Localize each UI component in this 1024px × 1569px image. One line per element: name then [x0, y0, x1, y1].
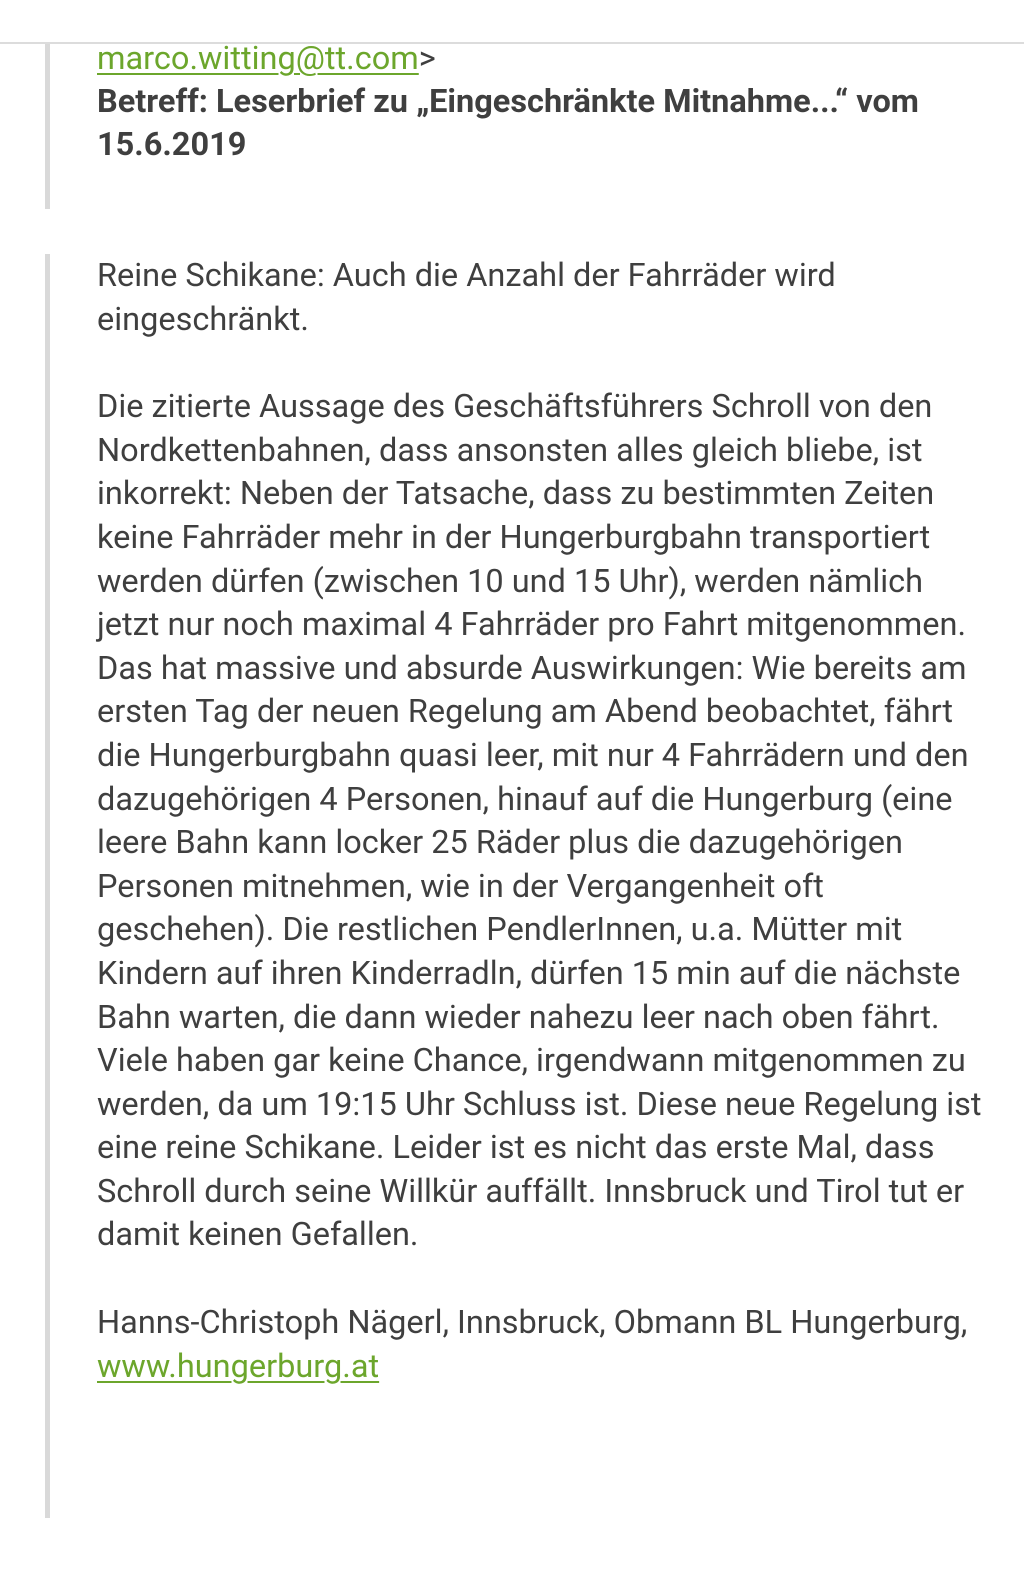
website-link[interactable]: www.hungerburg.at — [97, 1346, 380, 1385]
letter-body — [97, 254, 987, 1388]
paragraph-spacer — [97, 1257, 987, 1301]
signature-text: Hanns-Christoph Nägerl, Innsbruck, Obmann BL Hungerburg, — [97, 1303, 968, 1342]
quote-bar-header — [45, 44, 50, 209]
letter-text: Die zitierte Aussage des Geschäftsführers Schroll von den Nordkettenbahnen, dass ansonsten alles gleich bliebe, ist inkorrekt: Neben der Tatsache, dass zu bestimmten Zeiten keine Fahrräder mehr in der Hungerburgbahn transportiert werden dürfen (zwischen 10 und 15 Uhr), werden nämlich jetzt nur noch maximal 4 Fahrräder pro Fahrt mitgenommen. Das hat massive und absurde Auswirkungen: Wie bereits am ersten Tag der neuen Regelung am Abend beobachtet, fährt die Hungerburgbahn quasi leer, mit nur 4 Fahrrädern und den dazugehörigen 4 Personen, hinauf auf die Hungerburg (eine leere Bahn kann locker 25 Räder plus die dazugehörigen Personen mitnehmen, wie in der Vergangenheit oft geschehen). Die restlichen PendlerInnen, u.a. Mütter mit Kindern auf ihren Kinderradln, dürfen 15 min auf die nächste Bahn warten, die dann wieder nahezu leer nach oben fährt. Viele haben gar keine Chance, irgendwann mitgenommen zu werden, da um 19:15 Uhr Schluss ist. Diese neue Regelung ist eine reine Schikane. Leider ist es nicht das erste Mal, dass Schroll durch seine Willkür auffällt. Innsbruck und Tirol tut er damit keinen Gefallen. — [97, 387, 982, 1254]
paragraph-spacer — [97, 341, 987, 385]
subject-line: Betreff: Leserbrief zu „Eingeschränkte Mitnahme...“ vom 15.6.2019 — [97, 82, 919, 163]
letter-signature — [97, 1301, 987, 1388]
quote-bar-body — [45, 254, 50, 1518]
sender-email-suffix: > — [418, 39, 436, 77]
sender-line — [97, 37, 997, 80]
sender-email-link[interactable]: marco.witting@tt.com — [97, 39, 419, 77]
quoted-header — [97, 37, 997, 166]
letter-title: Reine Schikane: Auch die Anzahl der Fahrräder wird eingeschränkt. — [97, 256, 836, 338]
